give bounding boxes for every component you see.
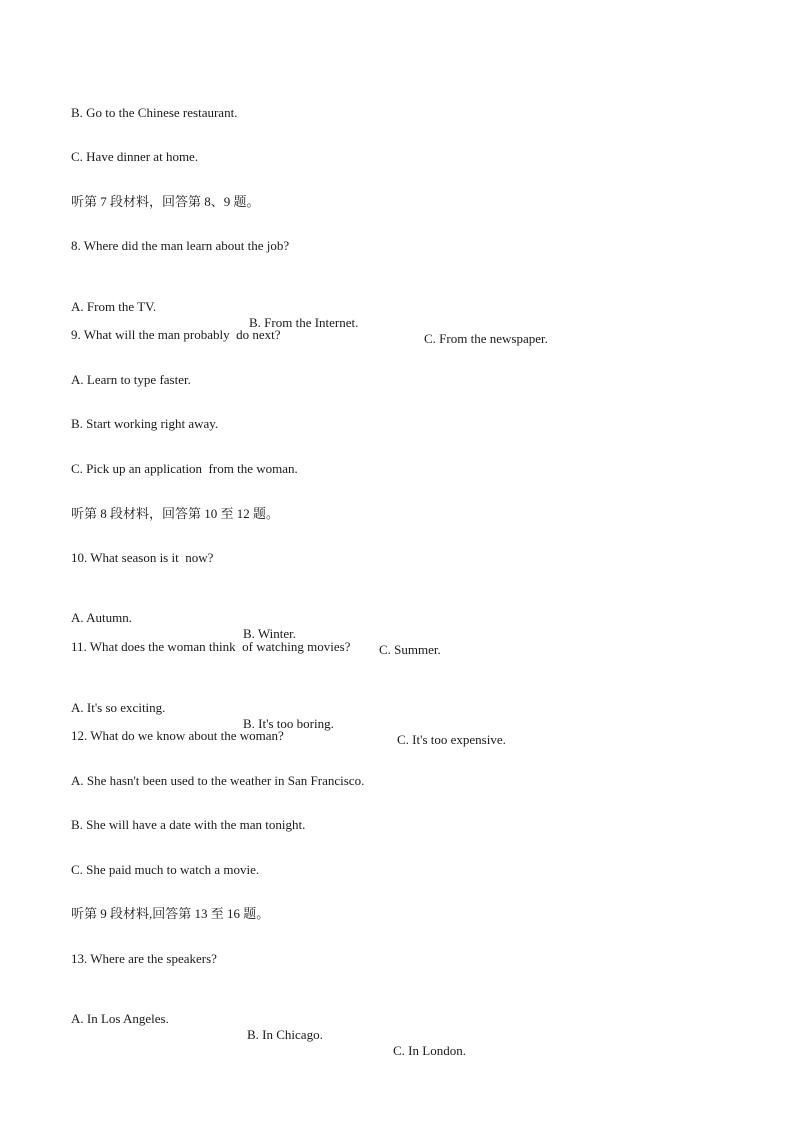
option-q7-b: B. Go to the Chinese restaurant. [71,105,238,120]
option-q10-b: B. Winter. [243,626,297,641]
option-q13-c: C. In London. [393,1043,466,1058]
option-q9-a: A. Learn to type faster. [71,372,191,387]
option-q13-b: B. In Chicago. [247,1027,323,1042]
option-q12-b: B. She will have a date with the man tonight. [71,817,306,832]
option-q10-c: C. Summer. [379,642,441,657]
section-instruction-9: 听第 9 段材料,回答第 13 至 16 题。 [71,906,270,921]
option-q10-a: A. Autumn. [71,610,133,625]
question-11: 11. What does the woman think of watching movies? [71,639,351,654]
option-q11-b: B. It's too boring. [243,716,334,731]
option-q12-a: A. She hasn't been used to the weather in San Francisco. [71,773,365,788]
section-instruction-7: 听第 7 段材料，回答第 8、9 题。 [71,194,260,209]
option-q9-b: B. Start working right away. [71,416,219,431]
option-q11-c: C. It's too expensive. [397,732,506,747]
option-q7-c: C. Have dinner at home. [71,149,199,164]
option-q8-c: C. From the newspaper. [424,331,548,346]
option-q9-c: C. Pick up an application from the woman. [71,461,298,476]
question-10: 10. What season is it now? [71,550,214,565]
question-13: 13. Where are the speakers? [71,951,217,966]
question-8: 8. Where did the man learn about the job? [71,238,290,253]
section-instruction-8: 听第 8 段材料，回答第 10 至 12 题。 [71,506,280,521]
option-q12-c: C. She paid much to watch a movie. [71,862,260,877]
question-9: 9. What will the man probably do next? [71,327,281,342]
option-q11-a: A. It's so exciting. [71,700,166,715]
option-q8-b: B. From the Internet. [249,315,359,330]
option-q8-a: A. From the TV. [71,299,157,314]
question-12: 12. What do we know about the woman? [71,728,284,743]
option-q13-a: A. In Los Angeles. [71,1011,169,1026]
options-row-q13 [71,995,466,1075]
